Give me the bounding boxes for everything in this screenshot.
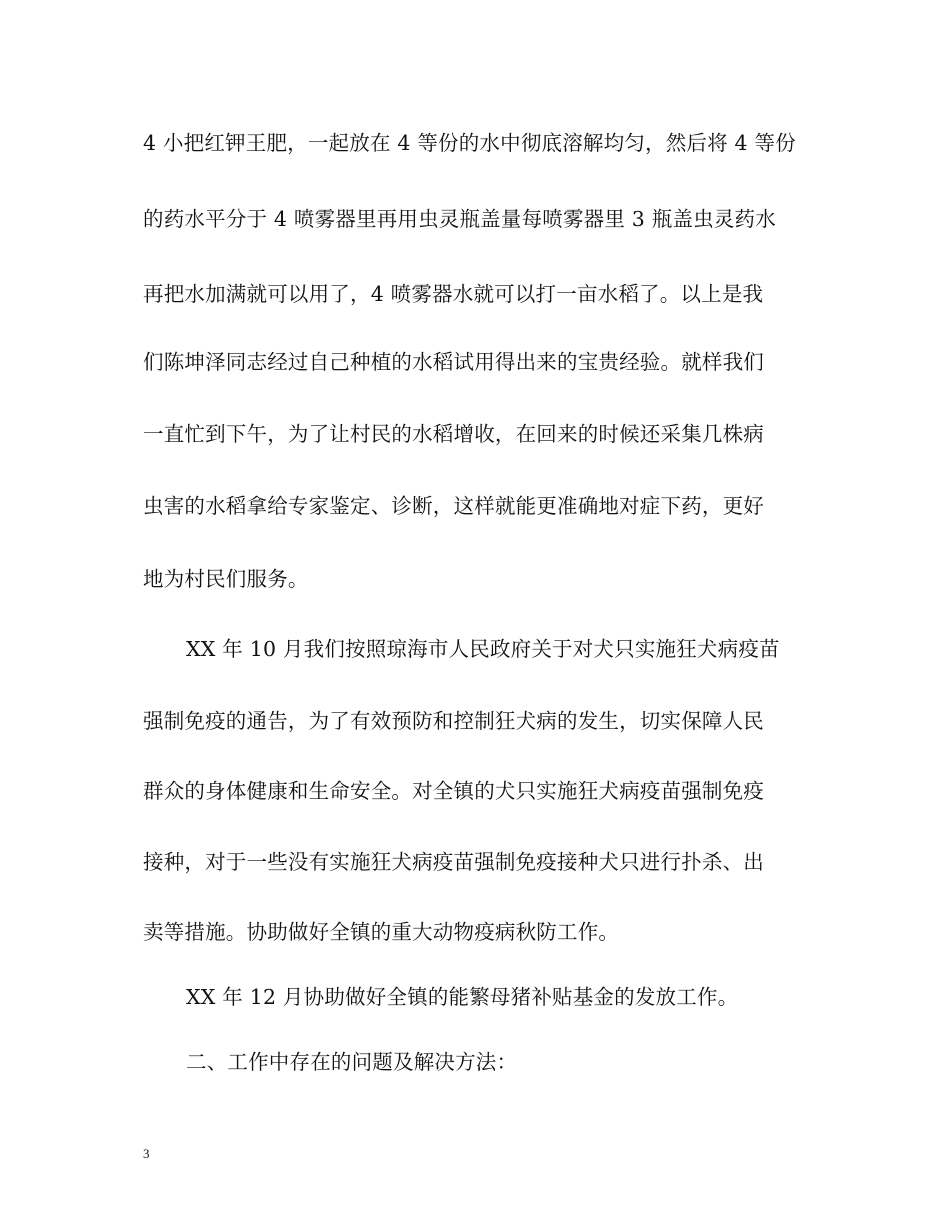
text-line: 群众的身体健康和生命安全。对全镇的犬只实施狂犬病疫苗强制免疫 bbox=[143, 779, 764, 803]
text-line: 4 小把红钾王肥，一起放在 4 等份的水中彻底溶解均匀，然后将 4 等份 bbox=[143, 131, 796, 155]
section-heading: 二、工作中存在的问题及解决方法： bbox=[186, 1050, 518, 1074]
page-number: 3 bbox=[143, 1146, 150, 1161]
text-line: 接种，对于一些没有实施狂犬病疫苗强制免疫接种犬只进行扑杀、出 bbox=[143, 850, 764, 874]
text-line: 虫害的水稻拿给专家鉴定、诊断，这样就能更准确地对症下药，更好 bbox=[143, 494, 764, 518]
text-line: 卖等措施。协助做好全镇的重大动物疫病秋防工作。 bbox=[143, 920, 620, 944]
text-line: 地为村民们服务。 bbox=[143, 567, 309, 591]
paragraph-first-line: XX 年 12 月协助做好全镇的能繁母猪补贴基金的发放工作。 bbox=[186, 985, 739, 1009]
text-line: 一直忙到下午，为了让村民的水稻增收，在回来的时候还采集几株病 bbox=[143, 422, 764, 446]
text-line: 再把水加满就可以用了，4 喷雾器水就可以打一亩水稻了。以上是我 bbox=[143, 282, 764, 306]
text-line: 的药水平分于 4 喷雾器里再用虫灵瓶盖量每喷雾器里 3 瓶盖虫灵药水 bbox=[143, 207, 776, 231]
text-line: 强制免疫的通告，为了有效预防和控制狂犬病的发生，切实保障人民 bbox=[143, 709, 764, 733]
paragraph-first-line: XX 年 10 月我们按照琼海市人民政府关于对犬只实施狂犬病疫苗 bbox=[186, 637, 780, 661]
text-line: 们陈坤泽同志经过自己种植的水稻试用得出来的宝贵经验。就样我们 bbox=[143, 350, 764, 374]
